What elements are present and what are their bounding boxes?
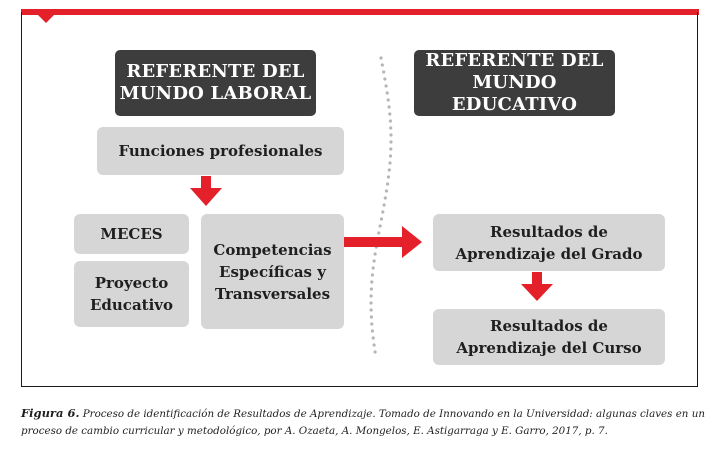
- caption-label: Figura 6.: [21, 406, 80, 420]
- divider-dot: [388, 112, 391, 115]
- box-resultados-grado: Resultados de Aprendizaje del Grado: [433, 214, 665, 271]
- divider-dot: [387, 175, 390, 178]
- arrow-down-funciones: [190, 176, 222, 206]
- divider-dot: [388, 161, 391, 164]
- divider-dot: [389, 133, 392, 136]
- box-meces: MECES: [74, 214, 189, 254]
- header-mundo-laboral: REFERENTE DEL MUNDO LABORAL: [115, 50, 316, 116]
- divider-dot: [382, 70, 385, 73]
- arrow-right-competencias: [344, 226, 422, 258]
- dotted-divider: [369, 56, 392, 353]
- header-mundo-educativo: REFERENTE DEL MUNDO EDUCATIVO: [414, 50, 615, 116]
- divider-dot: [372, 336, 375, 339]
- divider-dot: [387, 98, 390, 101]
- divider-dot: [385, 84, 388, 87]
- divider-dot: [370, 308, 373, 311]
- divider-dot: [389, 126, 392, 129]
- arrow-down-resultados: [521, 272, 553, 301]
- divider-dot: [370, 315, 373, 318]
- box-competencias: Competencias Específicas y Transversales: [201, 214, 344, 329]
- divider-dot: [373, 343, 376, 346]
- divider-dot: [370, 294, 373, 297]
- divider-dot: [374, 252, 377, 255]
- divider-dot: [379, 224, 382, 227]
- divider-dot: [371, 273, 374, 276]
- divider-dot: [388, 168, 391, 171]
- divider-dot: [385, 189, 388, 192]
- box-funciones-profesionales: Funciones profesionales: [97, 127, 344, 175]
- divider-dot: [373, 259, 376, 262]
- divider-dot: [388, 105, 391, 108]
- divider-dot: [384, 196, 387, 199]
- divider-dot: [389, 154, 392, 157]
- divider-dot: [389, 140, 392, 143]
- divider-dot: [370, 287, 373, 290]
- divider-dot: [389, 147, 392, 150]
- divider-dot: [383, 77, 386, 80]
- divider-dot: [370, 280, 373, 283]
- divider-dot: [380, 217, 383, 220]
- divider-dot: [381, 63, 384, 66]
- divider-dot: [381, 210, 384, 213]
- divider-dot: [383, 203, 386, 206]
- caption-text: Proceso de identificación de Resultados de Aprendizaje. Tomado de Innovando en la Universidad: algunas claves en un proceso de cambio curricular y metodológico, por A. Ozaeta, A. Mongelos, E. Astigarraga y E. Garro, 2017, p. 7.: [21, 408, 705, 437]
- box-resultados-curso: Resultados de Aprendizaje del Curso: [433, 309, 665, 365]
- divider-dot: [389, 119, 392, 122]
- box-proyecto-educativo: Proyecto Educativo: [74, 261, 189, 327]
- divider-dot: [369, 301, 372, 304]
- divider-dot: [370, 322, 373, 325]
- divider-dot: [372, 266, 375, 269]
- divider-dot: [374, 350, 377, 353]
- divider-dot: [379, 56, 382, 59]
- divider-dot: [386, 182, 389, 185]
- divider-dot: [371, 329, 374, 332]
- divider-dot: [377, 231, 380, 234]
- figure-caption: [21, 405, 711, 440]
- divider-dot: [386, 91, 389, 94]
